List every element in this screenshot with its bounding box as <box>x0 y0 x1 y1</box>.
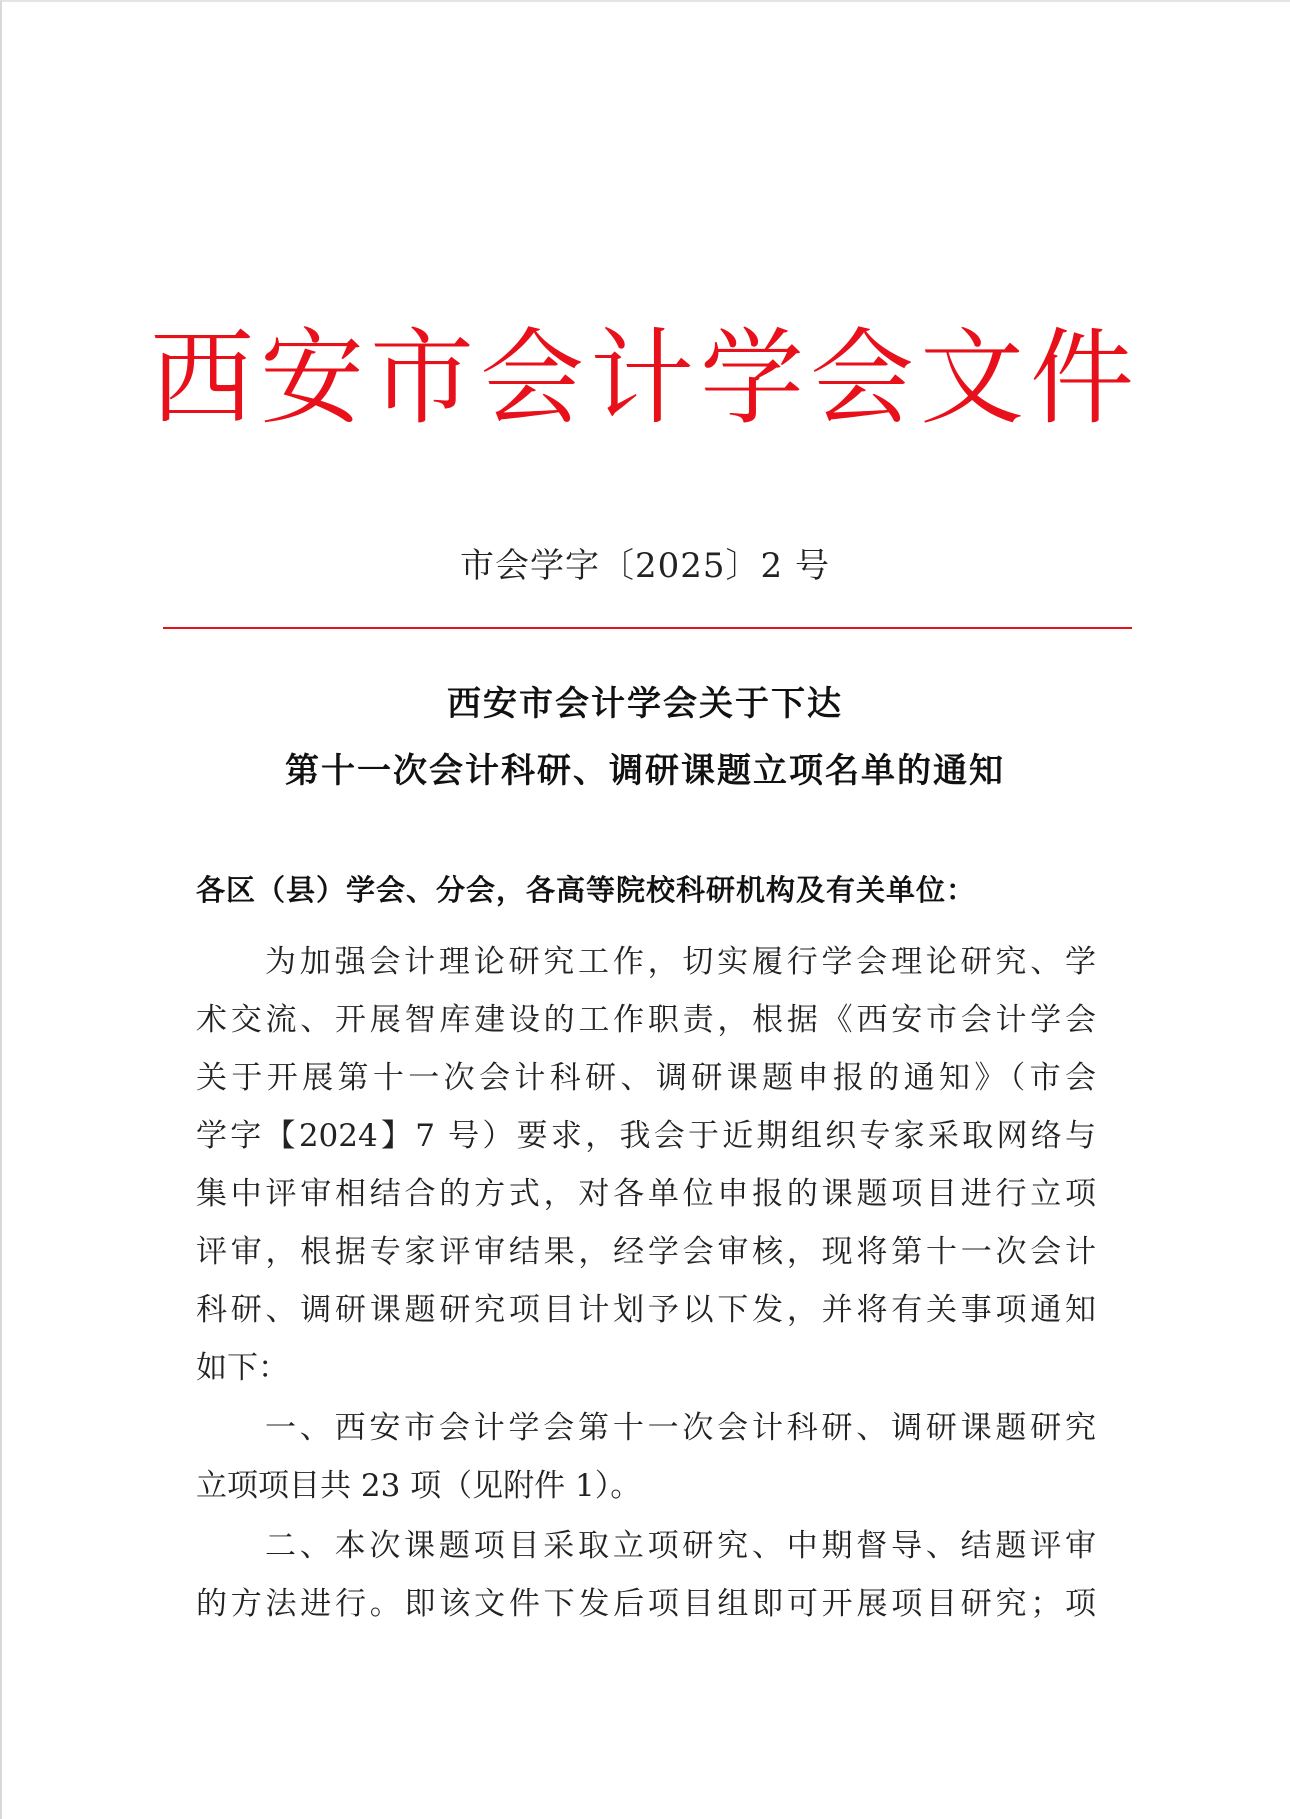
body-line: 立项项目共 23 项（见附件 1）。 <box>196 1468 642 1504</box>
body-line: 科研、调研课题研究项目计划予以下发，并将有关事项通知 <box>196 1292 1096 1328</box>
body-line: 一、西安市会计学会第十一次会计科研、调研课题研究 <box>265 1410 1096 1446</box>
body-line: 的方法进行。即该文件下发后项目组即可开展项目研究；项 <box>196 1586 1096 1622</box>
body-line: 集中评审相结合的方式，对各单位申报的课题项目进行立项 <box>196 1176 1096 1212</box>
notice-title-line-2: 第十一次会计科研、调研课题立项名单的通知 <box>285 751 1005 791</box>
body-line: 关于开展第十一次会计科研、调研课题申报的通知》（市会 <box>196 1060 1096 1096</box>
body-line: 评审，根据专家评审结果，经学会审核，现将第十一次会计 <box>196 1234 1096 1270</box>
body-line: 学字【2024】7 号）要求，我会于近期组织专家采取网络与 <box>196 1118 1096 1154</box>
body-line: 如下： <box>196 1350 289 1386</box>
body-line: 二、本次课题项目采取立项研究、中期督导、结题评审 <box>265 1528 1096 1564</box>
document-number: 市会学字〔2025〕2 号 <box>460 546 830 586</box>
body-line: 术交流、开展智库建设的工作职责，根据《西安市会计学会 <box>196 1002 1096 1038</box>
notice-title-line-1: 西安市会计学会关于下达 <box>447 684 843 724</box>
letterhead-title: 西安市会计学会文件 <box>149 317 1140 439</box>
salutation: 各区（县）学会、分会，各高等院校科研机构及有关单位： <box>196 873 977 907</box>
red-divider-line <box>163 627 1132 629</box>
body-line: 为加强会计理论研究工作，切实履行学会理论研究、学 <box>265 944 1096 980</box>
